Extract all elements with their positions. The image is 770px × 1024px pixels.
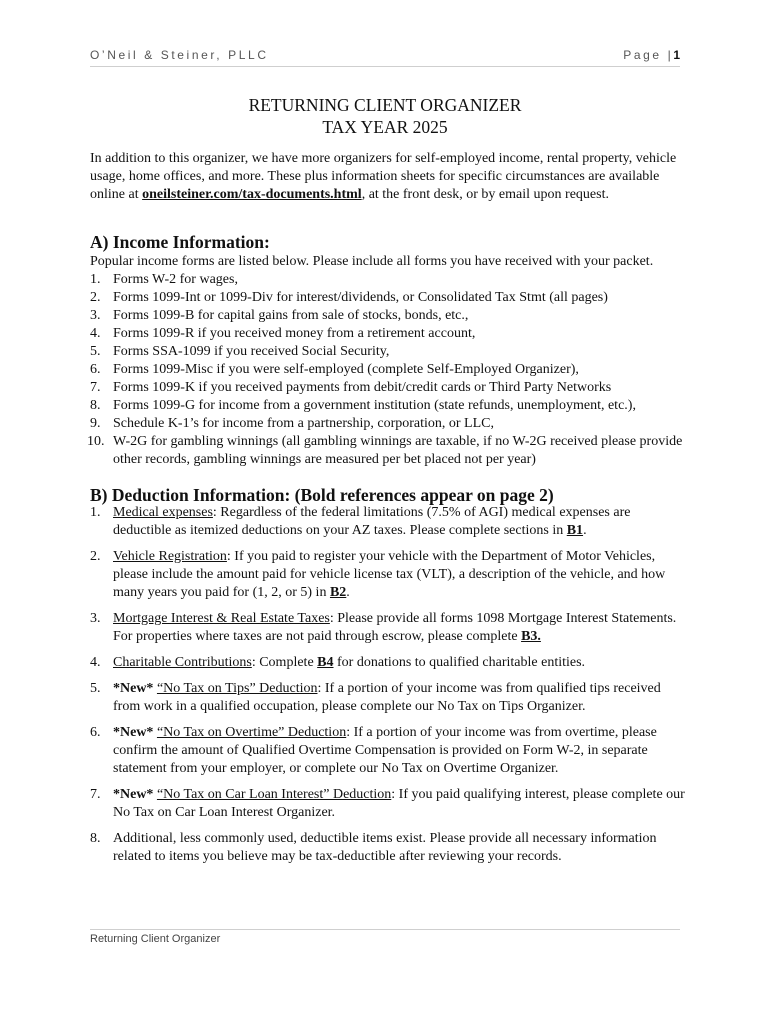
document-title bbox=[0, 94, 770, 138]
new-badge: *New* bbox=[113, 725, 157, 740]
list-item bbox=[90, 654, 690, 672]
item-number: 1. bbox=[90, 505, 101, 520]
intro-text-after: , at the front desk, or by email upon request. bbox=[361, 187, 609, 202]
item-text: Forms 1099-K if you received payments from debit/credit cards or Third Party Networks bbox=[113, 380, 612, 395]
item-number: 2. bbox=[90, 549, 101, 564]
firm-name: O’Neil & Steiner, PLLC bbox=[90, 48, 269, 62]
section-a-intro: Popular income forms are listed below. Please include all forms you have received with your packet. bbox=[90, 254, 654, 269]
item-text: Forms 1099-B for capital gains from sale of stocks, bonds, etc., bbox=[113, 308, 469, 323]
item-title: “No Tax on Tips” Deduction bbox=[156, 681, 318, 696]
item-text: : Please provide all forms 1098 Mortgage Interest Statements. For properties where taxes are not paid through escrow, please complete bbox=[113, 611, 677, 644]
footer-text: Returning Client Organizer bbox=[90, 933, 221, 945]
list-item bbox=[90, 830, 690, 866]
item-text: Schedule K-1’s for income from a partnership, corporation, or LLC, bbox=[113, 416, 495, 431]
item-body bbox=[113, 611, 676, 644]
title-line-2: TAX YEAR 2025 bbox=[322, 117, 448, 137]
item-title: “No Tax on Overtime” Deduction bbox=[156, 725, 347, 740]
list-item bbox=[90, 397, 700, 415]
item-body bbox=[113, 549, 665, 600]
item-title: Charitable Contributions bbox=[113, 655, 252, 670]
intro-paragraph bbox=[90, 150, 690, 204]
item-title: Mortgage Interest & Real Estate Taxes bbox=[113, 611, 330, 626]
new-badge: *New* bbox=[113, 681, 157, 696]
item-number: 3. bbox=[90, 308, 101, 323]
item-number: 6. bbox=[90, 362, 101, 377]
list-item bbox=[90, 415, 700, 433]
item-body bbox=[113, 831, 657, 864]
item-number: 6. bbox=[90, 725, 101, 740]
list-item bbox=[90, 271, 700, 289]
page-indicator bbox=[623, 48, 680, 62]
list-item bbox=[90, 379, 700, 397]
list-item bbox=[90, 325, 700, 343]
section-reference: B1 bbox=[566, 523, 584, 538]
item-text: Forms 1099-R if you received money from a retirement account, bbox=[113, 326, 476, 341]
item-text: W-2G for gambling winnings (all gambling winnings are taxable, if no W-2G received please provide other records, gambling winnings are measured per bet placed not per year) bbox=[113, 434, 683, 467]
item-number: 7. bbox=[90, 787, 101, 802]
item-suffix: . bbox=[346, 585, 350, 600]
list-item bbox=[90, 361, 700, 379]
item-number: 4. bbox=[90, 326, 101, 341]
item-number: 8. bbox=[90, 831, 101, 846]
item-text: Forms W-2 for wages, bbox=[113, 272, 238, 287]
intro-text-before: In addition to this organizer, we have more organizers for self-employed income, rental property, vehicle usage, home offices, and more. These plus information sheets for specific circumstances are available online at bbox=[90, 151, 677, 202]
list-item bbox=[90, 307, 700, 325]
item-number: 5. bbox=[90, 344, 101, 359]
list-item bbox=[90, 610, 690, 646]
item-title: Medical expenses bbox=[113, 505, 213, 520]
item-title: Vehicle Registration bbox=[113, 549, 227, 564]
page-number: 1 bbox=[673, 48, 680, 62]
list-item bbox=[90, 504, 690, 540]
deductions-list bbox=[90, 504, 690, 874]
title-line-1: RETURNING CLIENT ORGANIZER bbox=[248, 95, 522, 115]
page-footer bbox=[90, 929, 680, 945]
list-item bbox=[87, 433, 700, 469]
section-reference: B2 bbox=[329, 585, 347, 600]
item-number: 10. bbox=[87, 434, 105, 449]
section-reference: B4 bbox=[317, 655, 334, 670]
item-number: 1. bbox=[90, 272, 101, 287]
new-badge: *New* bbox=[113, 787, 157, 802]
item-text: Forms 1099-Int or 1099-Div for interest/dividends, or Consolidated Tax Stmt (all pages) bbox=[113, 290, 608, 305]
item-number: 8. bbox=[90, 398, 101, 413]
item-text: : If a portion of your income was from qualified tips received from work in a qualified occupation, please complete our No Tax on Tips Organizer. bbox=[113, 681, 661, 714]
item-number: 4. bbox=[90, 655, 101, 670]
page-label: Page | bbox=[623, 48, 674, 62]
item-body bbox=[113, 505, 630, 538]
list-item bbox=[90, 343, 700, 361]
item-text: : Regardless of the federal limitations (7.5% of AGI) medical expenses are deductible as itemized deductions on your AZ taxes. Please complete sections in bbox=[113, 505, 631, 538]
section-a-heading: A) Income Information: bbox=[90, 232, 270, 252]
item-suffix: for donations to qualified charitable entities. bbox=[333, 655, 586, 670]
item-text: : If you paid to register your vehicle with the Department of Motor Vehicles, please include the amount paid for vehicle license tax (VLT), a description of the vehicle, and how many years you paid for (1, 2, or 5) in bbox=[113, 549, 666, 600]
website-link[interactable]: oneilsteiner.com/tax-documents.html bbox=[142, 187, 362, 202]
item-text: Forms 1099-G for income from a government institution (state refunds, unemployment, etc.), bbox=[113, 398, 636, 413]
income-forms-list bbox=[87, 271, 700, 469]
item-text: Additional, less commonly used, deductible items exist. Please provide all necessary information related to items you believe may be tax-deductible after reviewing your records. bbox=[113, 831, 657, 864]
page-header bbox=[90, 46, 680, 67]
item-number: 9. bbox=[90, 416, 101, 431]
list-item bbox=[90, 724, 690, 778]
item-body bbox=[113, 655, 585, 670]
item-text: Forms 1099-Misc if you were self-employed (complete Self-Employed Organizer), bbox=[113, 362, 579, 377]
list-item bbox=[90, 289, 700, 307]
list-item bbox=[90, 548, 690, 602]
item-text: : If a portion of your income was from overtime, please confirm the amount of Qualified Overtime Compensation is provided on Form W-2, in separate statement from your employer, or complete our No Tax on Overtime Organizer. bbox=[113, 725, 657, 776]
item-text: : If you paid qualifying interest, please complete our No Tax on Car Loan Interest Organizer. bbox=[113, 787, 685, 820]
item-body bbox=[113, 681, 661, 714]
list-item bbox=[90, 680, 690, 716]
item-title: “No Tax on Car Loan Interest” Deduction bbox=[156, 787, 392, 802]
item-body bbox=[113, 725, 657, 776]
item-text: : Complete bbox=[251, 655, 318, 670]
item-suffix: . bbox=[583, 523, 587, 538]
section-b-heading: B) Deduction Information: (Bold references appear on page 2) bbox=[90, 485, 554, 505]
item-text: Forms SSA-1099 if you received Social Security, bbox=[113, 344, 390, 359]
section-reference: B3. bbox=[521, 629, 541, 644]
item-body bbox=[113, 787, 685, 820]
item-number: 5. bbox=[90, 681, 101, 696]
list-item bbox=[90, 786, 690, 822]
item-number: 7. bbox=[90, 380, 101, 395]
item-number: 3. bbox=[90, 611, 101, 626]
item-number: 2. bbox=[90, 290, 101, 305]
